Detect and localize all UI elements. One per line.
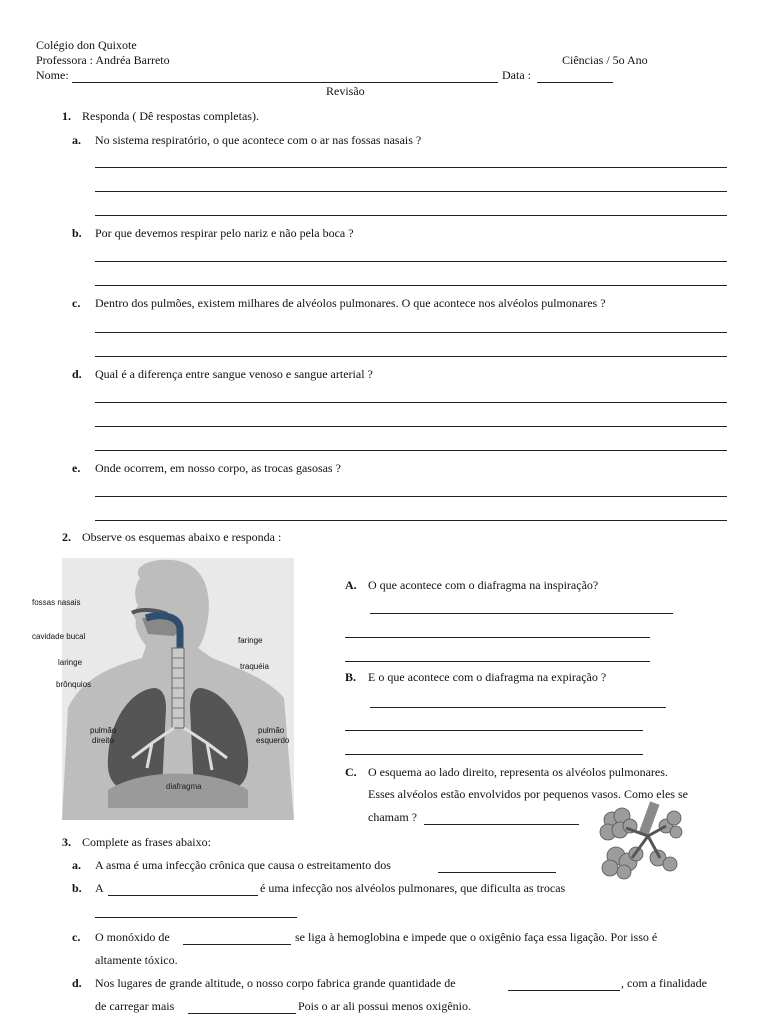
answer-line[interactable] [95, 426, 727, 427]
q2b-letter: B. [345, 670, 357, 684]
q1a-text: No sistema respiratório, o que acontece com o ar nas fossas nasais ? [95, 133, 422, 147]
q1d-letter: d. [72, 367, 82, 381]
label-diafragma: diafragma [166, 782, 202, 791]
page-title: Revisão [326, 84, 365, 98]
q1b-text: Por que devemos respirar pelo nariz e não pela boca ? [95, 226, 354, 240]
q3b-letter: b. [72, 881, 82, 895]
answer-blank[interactable] [108, 895, 258, 896]
q1c-letter: c. [72, 296, 81, 310]
teacher-name: Professora : Andréa Barreto [36, 53, 170, 67]
q3d-letter: d. [72, 976, 82, 990]
date-label: Data : [502, 68, 531, 82]
q3d-text-2: , com a finalidade [621, 976, 707, 990]
answer-line[interactable] [95, 215, 727, 216]
q3-prompt: Complete as frases abaixo: [82, 835, 211, 849]
respiratory-system-illustration [62, 558, 294, 820]
q1e-letter: e. [72, 461, 81, 475]
label-fossas-nasais: fossas nasais [32, 598, 81, 607]
q3b-text-2: é uma infecção nos alvéolos pulmonares, que dificulta as trocas [260, 881, 566, 895]
q2a-text: O que acontece com o diafragma na inspiração? [368, 578, 599, 592]
q2-prompt: Observe os esquemas abaixo e responda : [82, 530, 282, 544]
answer-blank[interactable] [508, 990, 620, 991]
q3a-text: A asma é uma infecção crônica que causa o estreitamento dos [95, 858, 391, 872]
q1a-letter: a. [72, 133, 81, 147]
q1b-letter: b. [72, 226, 82, 240]
answer-line[interactable] [345, 661, 650, 662]
answer-line[interactable] [95, 167, 727, 168]
label-cavidade-bucal: cavidade bucal [32, 632, 86, 641]
label-laringe: laringe [58, 658, 83, 667]
answer-blank[interactable] [95, 917, 297, 918]
answer-line[interactable] [370, 707, 666, 708]
q2c-text-2: Esses alvéolos estão envolvidos por pequenos vasos. Como eles se [368, 787, 688, 801]
label-pulmao-esquerdo: pulmão [258, 726, 285, 735]
answer-line[interactable] [370, 613, 673, 614]
answer-line[interactable] [95, 402, 727, 403]
q3d-text-4: Pois o ar ali possui menos oxigênio. [298, 999, 471, 1013]
q2c-text-3: chamam ? [368, 810, 417, 824]
answer-blank[interactable] [424, 824, 579, 825]
label-pulmao-esquerdo-2: esquerdo [256, 736, 290, 745]
answer-line[interactable] [95, 356, 727, 357]
answer-line[interactable] [345, 730, 643, 731]
answer-line[interactable] [95, 450, 727, 451]
q1c-text: Dentro dos pulmões, existem milhares de alvéolos pulmonares. O que acontece nos alvéolos pulmonares ? [95, 296, 606, 310]
q3d-text-1: Nos lugares de grande altitude, o nosso corpo fabrica grande quantidade de [95, 976, 456, 990]
label-faringe: faringe [238, 636, 263, 645]
answer-line[interactable] [95, 261, 727, 262]
answer-line[interactable] [345, 637, 650, 638]
answer-line[interactable] [95, 191, 727, 192]
q1-number: 1. [62, 109, 71, 123]
q2a-letter: A. [345, 578, 357, 592]
alveoli-illustration [596, 800, 686, 880]
answer-line[interactable] [95, 520, 727, 521]
answer-line[interactable] [95, 285, 727, 286]
q3c-text-3: altamente tóxico. [95, 953, 178, 967]
answer-line[interactable] [345, 754, 643, 755]
q3-number: 3. [62, 835, 71, 849]
q3c-letter: c. [72, 930, 81, 944]
respiratory-figure [32, 558, 294, 820]
q1e-text: Onde ocorrem, em nosso corpo, as trocas gasosas ? [95, 461, 341, 475]
label-pulmao-direito-2: direito [92, 736, 114, 745]
answer-blank[interactable] [438, 872, 556, 873]
q2c-text-1: O esquema ao lado direito, representa os alvéolos pulmonares. [368, 765, 668, 779]
q3b-text-1: A [95, 881, 104, 895]
q3c-text-2: se liga à hemoglobina e impede que o oxigênio faça essa ligação. Por isso é [295, 930, 658, 944]
answer-blank[interactable] [183, 944, 291, 945]
q3a-letter: a. [72, 858, 81, 872]
q3c-text-1: O monóxido de [95, 930, 170, 944]
answer-blank[interactable] [188, 1013, 296, 1014]
label-traqueia: traquéia [240, 662, 269, 671]
date-blank[interactable] [537, 82, 613, 83]
q2c-letter: C. [345, 765, 357, 779]
q2b-text: E o que acontece com o diafragma na expiração ? [368, 670, 607, 684]
q2-number: 2. [62, 530, 71, 544]
label-bronquios: brônquios [56, 680, 92, 689]
name-label: Nome: [36, 68, 69, 82]
answer-line[interactable] [95, 496, 727, 497]
label-pulmao-direito: pulmão [90, 726, 117, 735]
q1d-text: Qual é a diferença entre sangue venoso e sangue arterial ? [95, 367, 373, 381]
q3d-text-3: de carregar mais [95, 999, 175, 1013]
q1-prompt: Responda ( Dê respostas completas). [82, 109, 259, 123]
name-blank[interactable] [72, 82, 498, 83]
answer-line[interactable] [95, 332, 727, 333]
subject-label: Ciências / 5o Ano [562, 53, 648, 67]
school-name: Colégio don Quixote [36, 38, 137, 52]
